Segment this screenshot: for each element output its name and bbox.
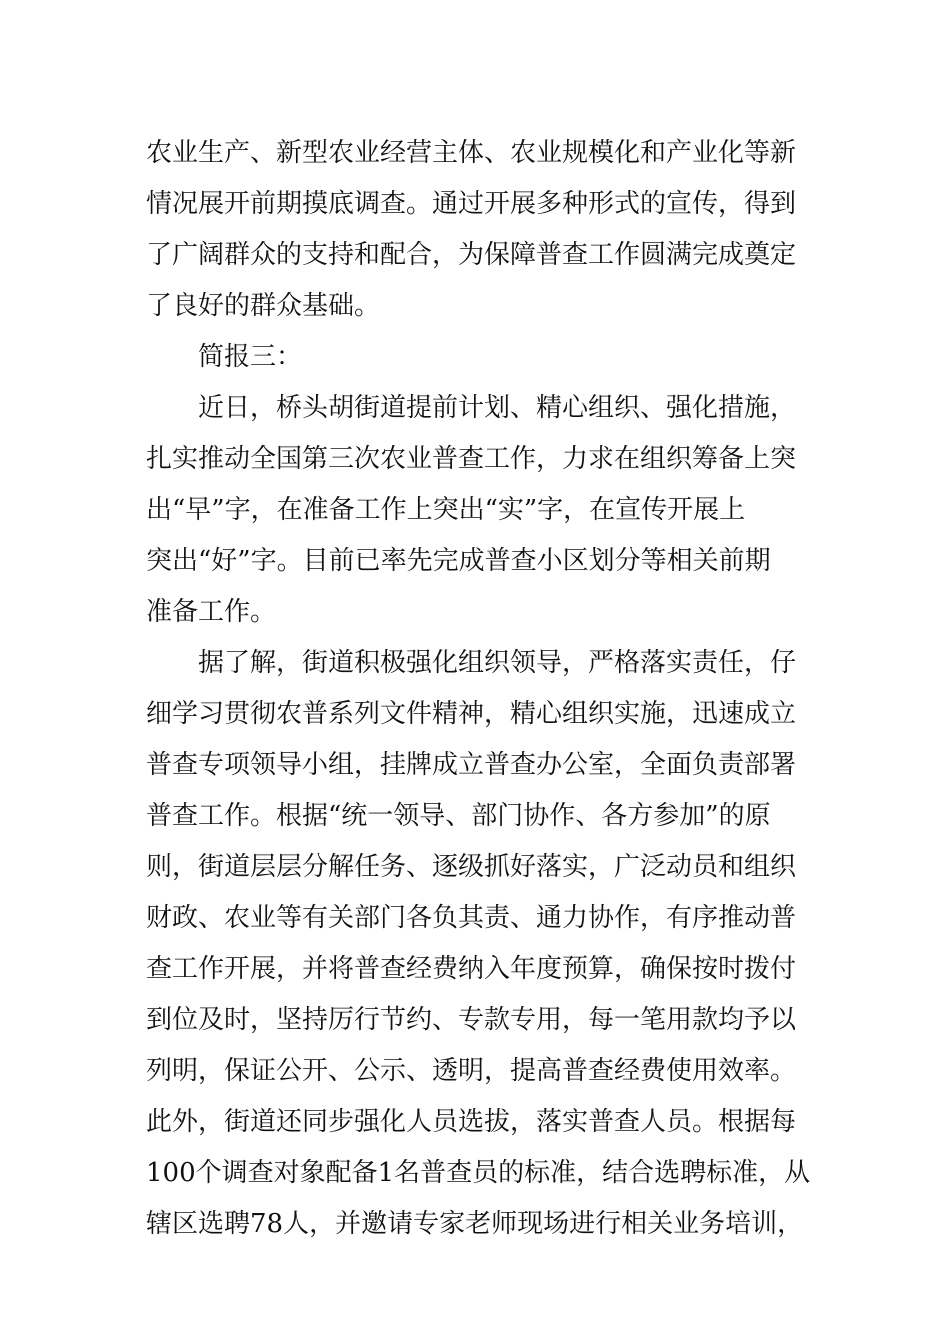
text-line: 此外，街道还同步强化人员选拔，落实普查人员。根据每 — [146, 1107, 797, 1137]
text-line: 到位及时，坚持厉行节约、专款专用，每一笔用款均予以 — [146, 1005, 797, 1035]
text-line: 了广阔群众的支持和配合，为保障普查工作圆满完成奠定 — [146, 240, 797, 270]
text-line: 普查专项领导小组，挂牌成立普查办公室，全面负责部署 — [146, 750, 797, 780]
text-line: 普查工作。根据“统一领导、部门协作、各方参加”的原 — [146, 801, 771, 831]
document-body — [146, 128, 810, 1250]
text-line: 情况展开前期摸底调查。通过开展多种形式的宣传，得到 — [146, 189, 797, 219]
text-line: 辖区选聘78人，并邀请专家老师现场进行相关业务培训， — [146, 1209, 804, 1239]
text-line: 突出“好”字。目前已率先完成普查小区划分等相关前期 — [146, 546, 771, 576]
text-line: 细学习贯彻农普系列文件精神，精心组织实施，迅速成立 — [146, 699, 797, 729]
text-line: 出“早”字，在准备工作上突出“实”字，在宣传开展上 — [146, 495, 746, 525]
text-line: 查工作开展，并将普查经费纳入年度预算，确保按时拨付 — [146, 954, 797, 984]
text-line: 据了解，街道积极强化组织领导，严格落实责任，仔 — [198, 648, 797, 678]
text-line: 近日，桥头胡街道提前计划、精心组织、强化措施， — [198, 393, 797, 423]
section-heading: 简报三： — [198, 342, 303, 372]
text-line: 财政、农业等有关部门各负其责、通力协作，有序推动普 — [146, 903, 797, 933]
text-line: 100个调查对象配备1名普查员的标准，结合选聘标准，从 — [146, 1158, 811, 1188]
text-line: 农业生产、新型农业经营主体、农业规模化和产业化等新 — [146, 138, 797, 168]
text-line: 列明，保证公开、公示、透明，提高普查经费使用效率。 — [146, 1056, 797, 1086]
text-line: 了良好的群众基础。 — [146, 291, 381, 321]
text-line: 准备工作。 — [146, 597, 277, 627]
text-line: 则，街道层层分解任务、逐级抓好落实，广泛动员和组织 — [146, 852, 797, 882]
text-line: 扎实推动全国第三次农业普查工作，力求在组织筹备上突 — [146, 444, 797, 474]
